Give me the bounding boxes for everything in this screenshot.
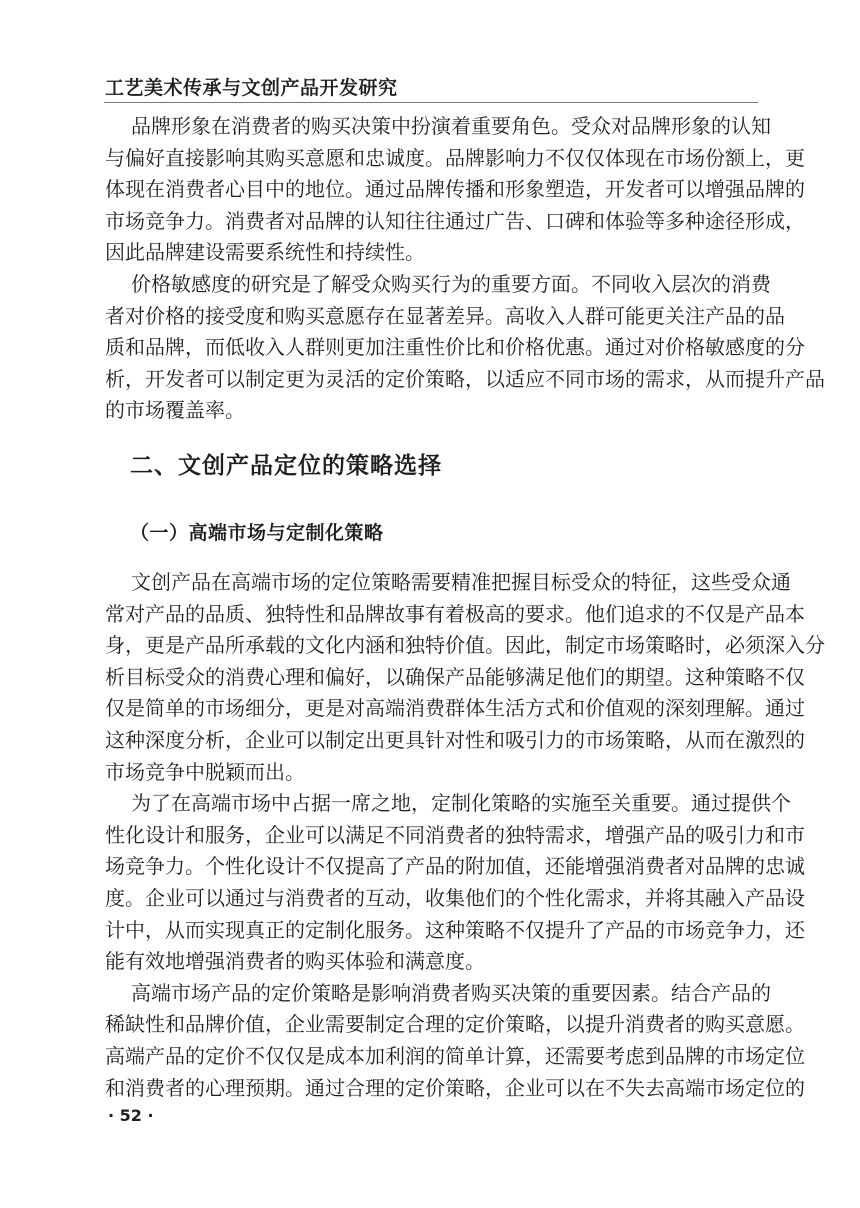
text-line: 质和品牌，而低收入人群则更加注重性价比和价格优惠。通过对价格敏感度的分 xyxy=(105,335,805,360)
text-line: 文创产品在高端市场的定位策略需要精准把握目标受众的特征，这些受众通 xyxy=(131,570,791,594)
subsection-heading: （一）高端市场与定制化策略 xyxy=(130,522,384,544)
body-text-bottom xyxy=(105,567,825,1104)
text-line: 这种深度分析，企业可以制定出更具针对性和吸引力的市场策略，从而在激烈的 xyxy=(105,727,805,752)
text-line: 价格敏感度的研究是了解受众购买行为的重要方面。不同收入层次的消费 xyxy=(131,271,771,296)
text-line: 身，更是产品所承载的文化内涵和独特价值。因此，制定市场策略时，必须深入分 xyxy=(105,633,825,658)
paragraph xyxy=(105,978,805,1104)
running-head: 工艺美术传承与文创产品开发研究 xyxy=(105,77,398,99)
paragraph xyxy=(105,788,805,978)
text-line: 析，开发者可以制定更为灵活的定价策略，以适应不同市场的需求，从而提升产品 xyxy=(105,366,825,391)
text-line: 度。企业可以通过与消费者的互动，收集他们的个性化需求，并将其融入产品设 xyxy=(105,885,805,910)
text-line: 为了在高端市场中占据一席之地，定制化策略的实施至关重要。通过提供个 xyxy=(131,791,791,816)
body-text-top xyxy=(105,111,825,427)
text-line: 品牌形象在消费者的购买决策中扮演着重要角色。受众对品牌形象的认知 xyxy=(131,114,771,138)
text-line: 析目标受众的消费心理和偏好，以确保产品能够满足他们的期望。这种策略不仅 xyxy=(105,664,805,689)
text-line: 者对价格的接受度和购买意愿存在显著差异。高收入人群可能更关注产品的品 xyxy=(105,303,785,328)
text-line: 能有效地增强消费者的购买体验和满意度。 xyxy=(105,949,485,974)
text-line: 场竞争力。个性化设计不仅提高了产品的附加值，还能增强消费者对品牌的忠诚 xyxy=(105,854,805,879)
text-line: 的市场覆盖率。 xyxy=(105,398,245,423)
text-line: 市场竞争力。消费者对品牌的认知往往通过广告、口碑和体验等多种途径形成， xyxy=(105,208,805,233)
text-line: 仅是简单的市场细分，更是对高端消费群体生活方式和价值观的深刻理解。通过 xyxy=(105,696,805,721)
text-line: 与偏好直接影响其购买意愿和忠诚度。品牌影响力不仅仅体现在市场份额上，更 xyxy=(105,145,805,170)
text-line: 稀缺性和品牌价值，企业需要制定合理的定价策略，以提升消费者的购买意愿。 xyxy=(105,1012,805,1037)
text-line: 市场竞争中脱颖而出。 xyxy=(105,759,305,784)
text-line: 高端市场产品的定价策略是影响消费者购买决策的重要因素。结合产品的 xyxy=(131,980,771,1005)
text-line: 性化设计和服务，企业可以满足不同消费者的独特需求，增强产品的吸引力和市 xyxy=(105,822,805,847)
text-line: 和消费者的心理预期。通过合理的定价策略，企业可以在不失去高端市场定位的 xyxy=(105,1075,805,1100)
paragraph xyxy=(105,567,825,788)
text-line: 因此品牌建设需要系统性和持续性。 xyxy=(105,240,425,265)
paragraph xyxy=(105,269,825,427)
text-line: 体现在消费者心目中的地位。通过品牌传播和形象塑造，开发者可以增强品牌的 xyxy=(105,177,805,202)
paragraph xyxy=(105,111,805,269)
text-line: 常对产品的品质、独特性和品牌故事有着极高的要求。他们追求的不仅是产品本 xyxy=(105,601,805,626)
page-number: · 52 · xyxy=(108,1106,154,1125)
header-rule xyxy=(104,102,758,103)
text-line: 高端产品的定价不仅仅是成本加利润的简单计算，还需要考虑到品牌的市场定位 xyxy=(105,1043,805,1068)
section-heading: 二、文创产品定位的策略选择 xyxy=(130,453,442,479)
text-line: 计中，从而实现真正的定制化服务。这种策略不仅提升了产品的市场竞争力，还 xyxy=(105,917,805,942)
